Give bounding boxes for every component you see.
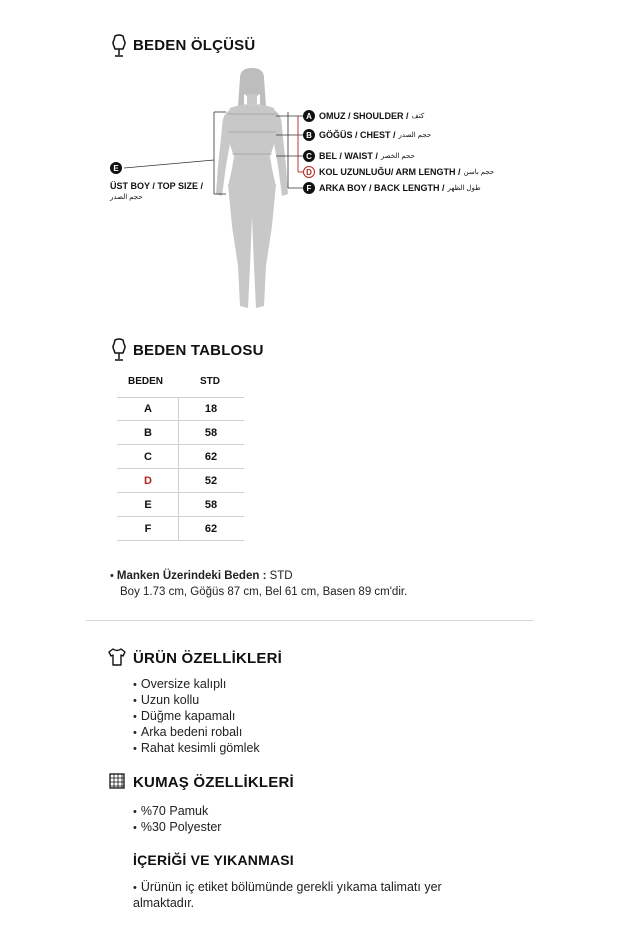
care-title: İÇERİĞİ VE YIKANMASI [133, 852, 294, 868]
legend-item-d: D KOL UZUNLUĞU/ ARM LENGTH / حجم باسن [303, 166, 494, 178]
badge-a: A [303, 110, 315, 122]
badge-d: D [303, 166, 315, 178]
divider [86, 620, 534, 621]
list-item-continuation: almaktadır. [133, 896, 195, 910]
mannequin-measurements: Boy 1.73 cm, Göğüs 87 cm, Bel 61 cm, Basen 89 cm'dir. [120, 586, 408, 598]
list-item: • %30 Polyester [133, 820, 221, 836]
tshirt-icon [107, 647, 127, 667]
table-row: D 52 [117, 469, 244, 493]
fabric-features-title: KUMAŞ ÖZELLİKLERİ [133, 774, 294, 791]
table-row: F 62 [117, 517, 244, 541]
list-item: • Uzun kollu [133, 693, 260, 709]
table-row: C 62 [117, 445, 244, 469]
list-item: • Oversize kalıplı [133, 677, 260, 693]
badge-c: C [303, 150, 315, 162]
legend-item-c: C BEL / WAIST / حجم الخصر [303, 150, 415, 162]
fabric-features-list [133, 804, 221, 836]
list-item: • Ürünün iç etiket bölümünde gerekli yıkama talimatı yer [133, 880, 442, 896]
list-item: • Arka bedeni robalı [133, 725, 260, 741]
mannequin-icon [111, 34, 127, 58]
top-size-arabic: حجم الصدر [110, 194, 143, 201]
table-row: A 18 [117, 397, 244, 421]
legend-item-b: B GÖĞÜS / CHEST / حجم الصدر [303, 129, 431, 141]
mannequin-size: • Manken Üzerindeki Beden : STD [110, 570, 293, 582]
legend-item-a: A OMUZ / SHOULDER / كتف [303, 110, 424, 122]
badge-b: B [303, 129, 315, 141]
top-size-label: ÜST BOY / TOP SIZE / [110, 181, 204, 191]
table-row: B 58 [117, 421, 244, 445]
list-item: • Düğme kapamalı [133, 709, 260, 725]
mannequin-label: Manken Üzerindeki Beden : [116, 570, 267, 582]
fabric-icon [107, 771, 127, 791]
product-features-title: ÜRÜN ÖZELLİKLERİ [133, 650, 283, 667]
mannequin-icon [111, 338, 127, 362]
product-features-list [133, 677, 260, 757]
table-header-beden: BEDEN [128, 376, 164, 387]
mannequin-value: STD [269, 570, 293, 582]
care-list [133, 880, 442, 912]
size-table-title: BEDEN TABLOSU [133, 342, 264, 359]
size-table [117, 397, 244, 541]
legend-item-f: F ARKA BOY / BACK LENGTH / طول الظهر [303, 182, 481, 194]
table-header-std: STD [200, 376, 220, 387]
list-item: • %70 Pamuk [133, 804, 221, 820]
list-item: • Rahat kesimli gömlek [133, 741, 260, 757]
table-row: E 58 [117, 493, 244, 517]
badge-f: F [303, 182, 315, 194]
badge-e: E [110, 162, 122, 174]
size-chart-title: BEDEN ÖLÇÜSÜ [133, 37, 256, 54]
